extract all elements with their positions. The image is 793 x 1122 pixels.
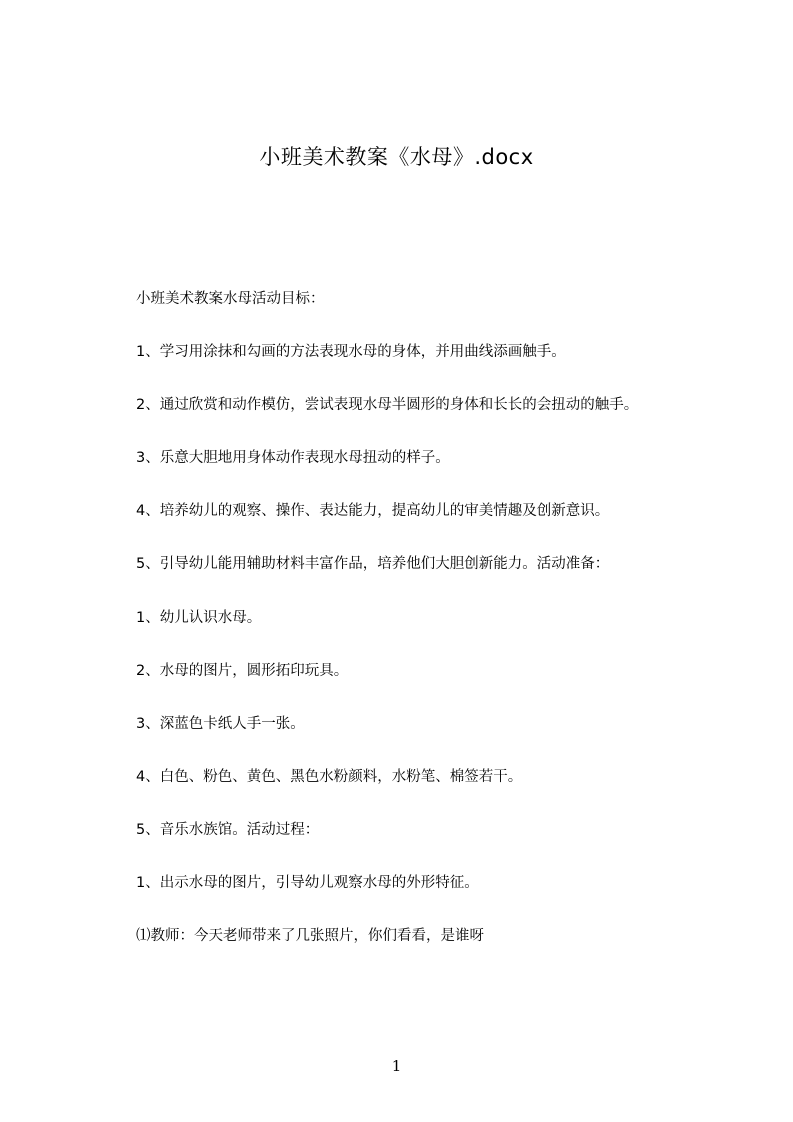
body-line-preparation-4: 4、白色、粉色、黄色、黑色水粉颜料，水粉笔、棉签若干。	[136, 768, 523, 785]
body-line-preparation-1: 1、幼儿认识水母。	[136, 609, 262, 626]
body-line-objective-2: 2、通过欣赏和动作模仿，尝试表现水母半圆形的身体和长长的会扭动的触手。	[136, 397, 639, 414]
document-title: 小班美术教案《水母》.docx	[259, 145, 534, 169]
body-line-objectives-heading: 小班美术教案水母活动目标：	[136, 291, 325, 307]
body-line-preparation-2: 2、水母的图片，圆形拓印玩具。	[136, 662, 349, 679]
body-line-preparation-3: 3、深蓝色卡纸人手一张。	[136, 715, 305, 732]
body-line-objective-1: 1、学习用涂抹和勾画的方法表现水母的身体，并用曲线添画触手。	[136, 344, 566, 361]
body-line-process-1-1: ⑴教师：今天老师带来了几张照片，你们看看，是谁呀	[136, 928, 484, 945]
body-line-objective-4: 4、培养幼儿的观察、操作、表达能力，提高幼儿的审美情趣及创新意识。	[136, 503, 610, 520]
document-body	[136, 288, 756, 978]
page-number: 1	[391, 1057, 402, 1075]
body-line-process-1: 1、出示水母的图片，引导幼儿观察水母的外形特征。	[136, 875, 479, 892]
body-line-objective-5: 5、引导幼儿能用辅助材料丰富作品，培养他们大胆创新能力。活动准备：	[136, 556, 610, 573]
body-line-objective-3: 3、乐意大胆地用身体动作表现水母扭动的样子。	[136, 450, 450, 467]
body-line-preparation-5: 5、音乐水族馆。活动过程：	[136, 821, 320, 838]
